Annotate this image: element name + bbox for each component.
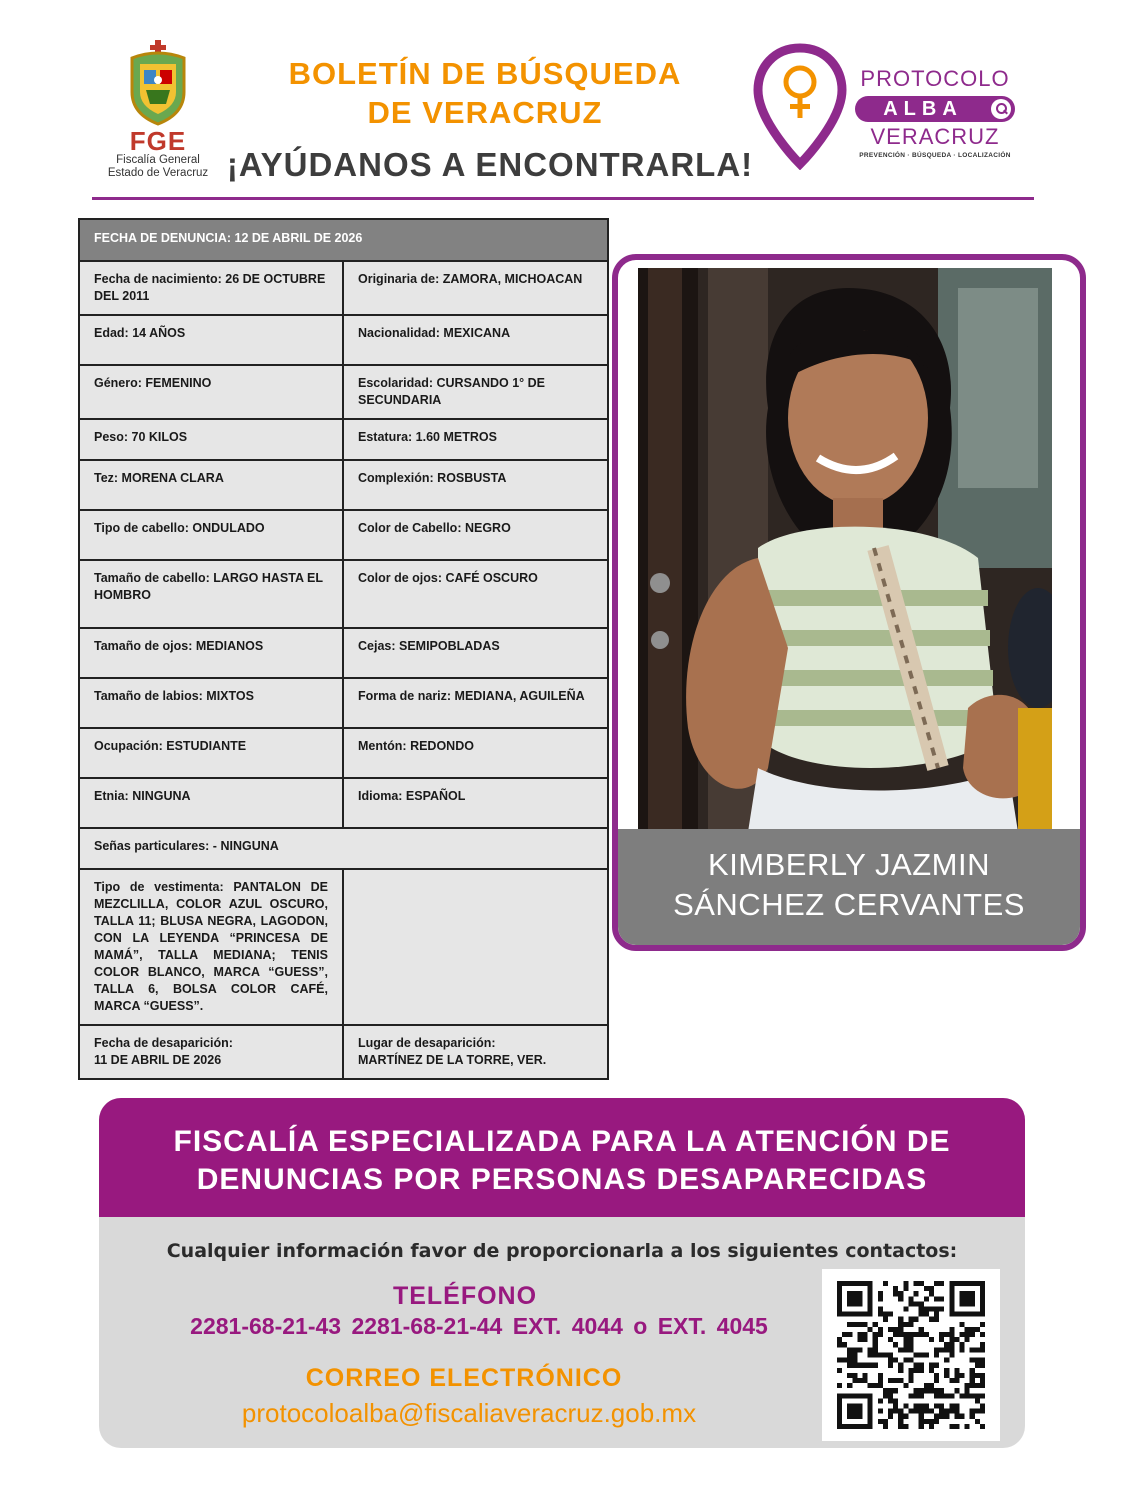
data-cell-left: Ocupación: ESTUDIANTE [79,728,343,778]
empty-cell [343,869,608,1025]
clothing-description: Tipo de vestimenta: PANTALON DE MEZCLILLA, COLOR AZUL OSCURO, TALLA 11; BLUSA NEGRA, LAGODON, CON LA LEYENDA “PRINCESA DE MAMÁ”, TALLA MEDIANA; TENIS COLOR BLANCO, MARCA “GUESS”, TALLA 6, BOLSA COLOR CAFÉ, MARCA “GUESS”. [79,869,343,1025]
data-cell-left: Etnia: NINGUNA [79,778,343,828]
bulletin-slogan: ¡AYÚDANOS A ENCONTRARLA! [226,146,754,183]
alba-logo-tagline: PREVENCIÓN · BÚSQUEDA · LOCALIZACIÓN [859,152,1011,159]
person-name-line1: KIMBERLY JAZMIN [708,847,990,882]
disappearance-date: 11 DE ABRIL DE 2026 [94,1053,222,1067]
data-cell-right: Color de ojos: CAFÉ OSCURO [343,560,608,628]
alba-logo-pill [855,96,1015,122]
phone-heading: TELÉFONO [392,1282,538,1310]
data-cell-left: Género: FEMENINO [79,365,343,419]
data-row [79,560,608,628]
fiscalia-banner-line2: DENUNCIAS POR PERSONAS DESAPARECIDAS [196,1163,928,1196]
bulletin-title-line1: BOLETÍN DE BÚSQUEDA [288,56,682,91]
data-row [79,728,608,778]
data-cell-right: Color de Cabello: NEGRO [343,510,608,560]
protocolo-alba-logo [852,66,1018,159]
person-photo [638,268,1052,832]
data-cell-right: Estatura: 1.60 METROS [343,419,608,460]
location-pin-icon [752,42,848,170]
fge-seal [104,40,212,182]
data-row [79,628,608,678]
data-cell-right: Escolaridad: CURSANDO 1° DE SECUNDARIA [343,365,608,419]
distinguishing-marks: Señas particulares: - NINGUNA [79,828,608,869]
phone-numbers[interactable]: 2281-68-21-43 2281-68-21-44 EXT. 4044 o EXT. 4045 [190,1313,768,1339]
person-data-table [78,218,609,1080]
fge-name-line2: Estado de Veracruz [107,167,209,179]
data-cell-left: Tamaño de ojos: MEDIANOS [79,628,343,678]
bulletin-title [250,54,720,132]
veracruz-coat-of-arms-icon [122,40,194,128]
person-name [618,829,1080,951]
contact-instructions: Cualquier información favor de proporcionarla a los siguientes contactos: [166,1240,958,1262]
data-row [79,460,608,510]
data-cell-right: Cejas: SEMIPOBLADAS [343,628,608,678]
data-cell-right: Forma de nariz: MEDIANA, AGUILEÑA [343,678,608,728]
person-photo-card [612,254,1086,951]
data-row [79,261,608,315]
data-cell-right: Mentón: REDONDO [343,728,608,778]
data-cell-right: Nacionalidad: MEXICANA [343,315,608,365]
header-divider [92,197,1034,200]
data-row [79,678,608,728]
email-address[interactable]: protocoloalba@fiscaliaveracruz.gob.mx [241,1398,697,1428]
data-cell-left: Fecha de nacimiento: 26 DE OCTUBRE DEL 2011 [79,261,343,315]
data-cell-left: Peso: 70 KILOS [79,419,343,460]
data-row [79,510,608,560]
data-row [79,1025,608,1079]
data-row [79,315,608,365]
magnifier-icon [991,99,1011,119]
disappearance-place: MARTÍNEZ DE LA TORRE, VER. [358,1053,547,1067]
data-cell-right: Idioma: ESPAÑOL [343,778,608,828]
qr-code-icon [836,1281,986,1429]
data-row [79,778,608,828]
data-cell-right: Complexión: ROSBUSTA [343,460,608,510]
data-cell-right: Originaria de: ZAMORA, MICHOACAN [343,261,608,315]
alba-logo-line2: ALBA [883,98,963,120]
data-cell-left: Tipo de cabello: ONDULADO [79,510,343,560]
data-row [79,365,608,419]
data-cell-left: Tez: MORENA CLARA [79,460,343,510]
data-row [79,869,608,1025]
report-date: FECHA DE DENUNCIA: 12 DE ABRIL DE 2026 [79,219,608,261]
data-cell-left: Tamaño de cabello: LARGO HASTA EL HOMBRO [79,560,343,628]
alba-logo-line3: VERACRUZ [870,124,1000,149]
data-cell-left: Edad: 14 AÑOS [79,315,343,365]
alba-logo-line1: PROTOCOLO [860,66,1010,91]
data-row [79,419,608,460]
fiscalia-banner [99,1098,1025,1217]
person-name-line2: SÁNCHEZ CERVANTES [673,887,1025,922]
qr-code[interactable] [822,1269,1000,1441]
disappearance-date-cell [79,1025,343,1079]
disappearance-place-label: Lugar de desaparición: [358,1036,496,1050]
contact-panel [99,1098,1025,1448]
fge-name-line1: Fiscalía General [116,154,200,166]
data-cell-left: Tamaño de labios: MIXTOS [79,678,343,728]
data-row [79,828,608,869]
bulletin-title-line2: DE VERACRUZ [367,95,603,130]
fge-acronym: FGE [129,126,187,156]
email-heading: CORREO ELECTRÓNICO [305,1364,623,1392]
disappearance-date-label: Fecha de desaparición: [94,1036,233,1050]
fiscalia-banner-line1: FISCALÍA ESPECIALIZADA PARA LA ATENCIÓN DE [173,1125,951,1158]
disappearance-place-cell [343,1025,608,1079]
